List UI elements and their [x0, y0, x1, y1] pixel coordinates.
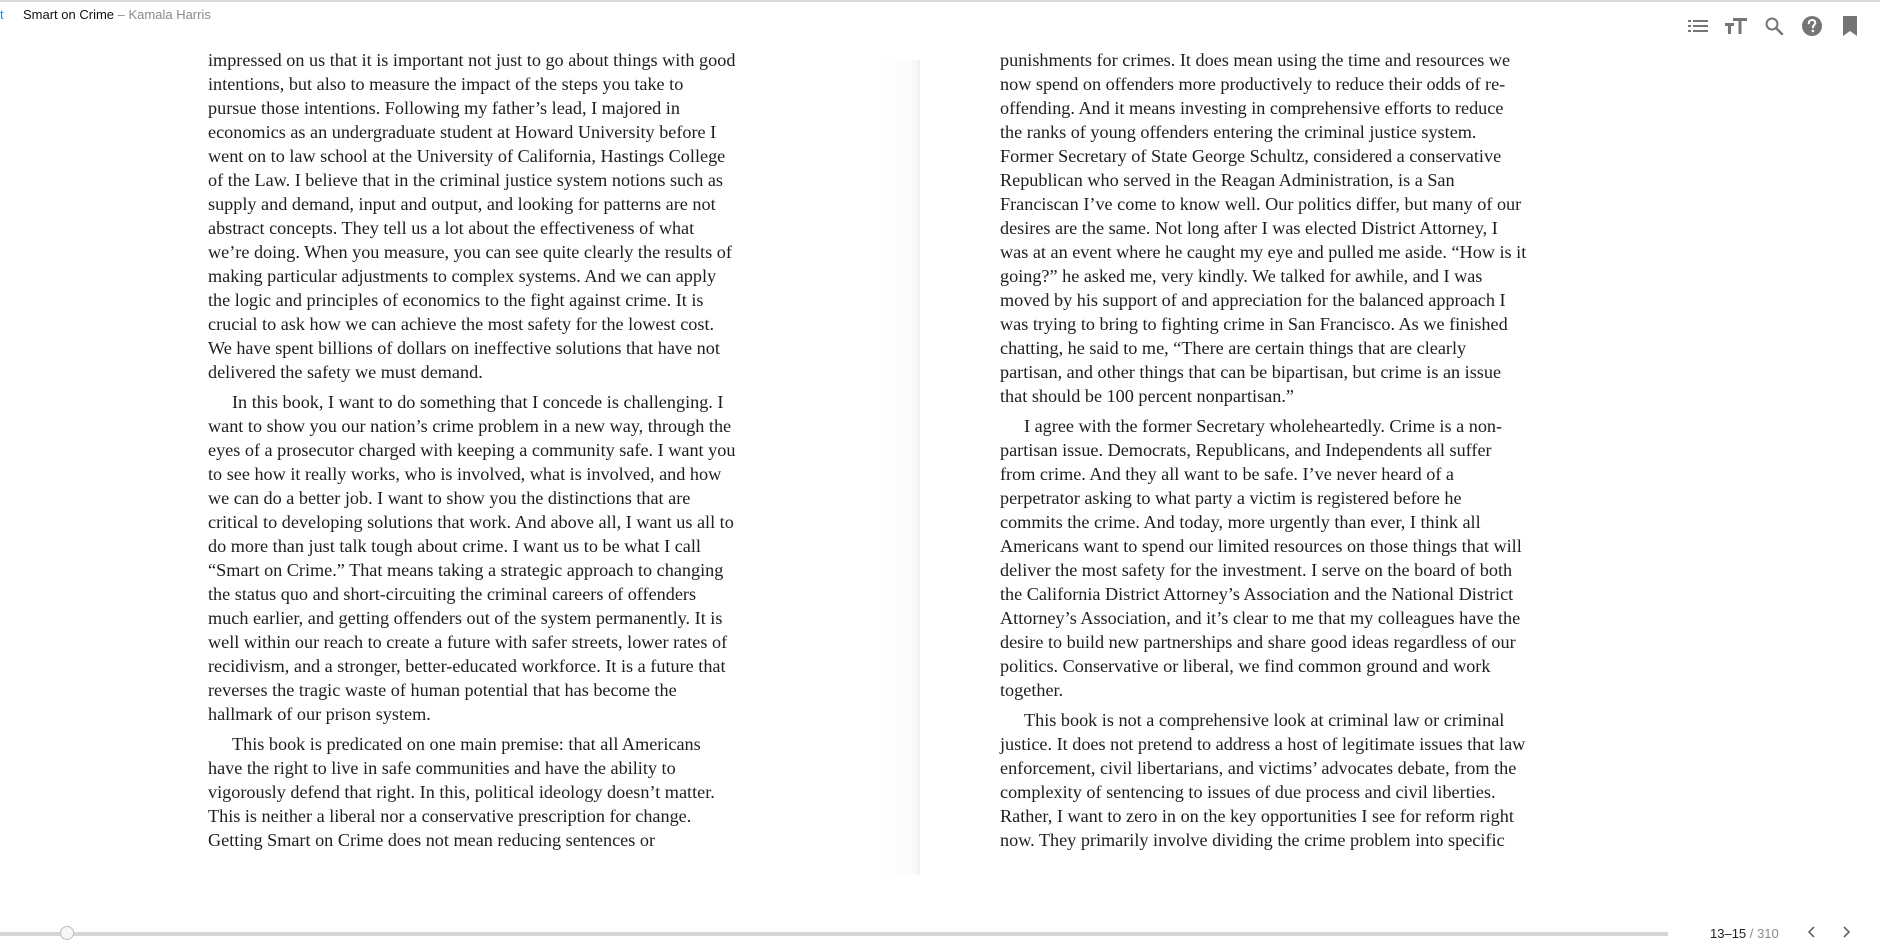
text-line: the ranks of young offenders entering the criminal justice system.: [1000, 122, 1477, 142]
right-page: [1000, 48, 1600, 858]
text-line: perpetrator asking to what party a victim is registered before he: [1000, 488, 1462, 508]
text-line: economics as an undergraduate student at Howard University before I: [208, 122, 717, 142]
text-line: offending. And it means investing in comprehensive efforts to reduce: [1000, 98, 1504, 118]
text-line: to see how it really works, who is involved, what is involved, and how: [208, 464, 722, 484]
text-line: have the right to live in safe communities and have the ability to: [208, 758, 676, 778]
text-line: We have spent billions of dollars on ineffective solutions that have not: [208, 338, 720, 358]
text-line: we’re doing. When you measure, you can see quite clearly the results of: [208, 242, 732, 262]
text-line: crucial to ask how we can achieve the most safety for the lowest cost.: [208, 314, 715, 334]
total-pages: 310: [1757, 926, 1779, 941]
next-page-button[interactable]: [1838, 924, 1854, 940]
text-line: Americans want to spend our limited resources on those things that will: [1000, 536, 1522, 556]
text-line: Attorney’s Association, and it’s clear to me that my colleagues have the: [1000, 608, 1521, 628]
bookmark-button[interactable]: [1838, 14, 1862, 38]
text-line: from crime. And they all want to be safe. I’ve never heard of a: [1000, 464, 1454, 484]
text-line: going?” he asked me, very kindly. We talked for awhile, and I was: [1000, 266, 1483, 286]
text-size-icon: [1725, 17, 1747, 35]
left-page: [208, 48, 808, 858]
text-line: the California District Attorney’s Association and the National District: [1000, 584, 1514, 604]
text-line: much earlier, and getting offenders out of the system permanently. It is: [208, 608, 723, 628]
current-page-range: 13–15: [1710, 926, 1747, 941]
text-line: Rather, I want to zero in on the key opportunities I see for reform right: [1000, 806, 1514, 826]
text-line: commits the crime. And today, more urgently than ever, I think all: [1000, 512, 1481, 532]
text-line: was at an event where he caught my eye and pulled me aside. “How is it: [1000, 242, 1527, 262]
search-icon: [1764, 16, 1784, 36]
text-size-button[interactable]: [1724, 14, 1748, 38]
text-line: the status quo and short-circuiting the criminal careers of offenders: [208, 584, 697, 604]
chevron-left-icon: [1804, 924, 1820, 940]
text-line: This book is not a comprehensive look at criminal law or criminal: [1024, 710, 1505, 730]
paragraph: [1000, 708, 1600, 852]
text-line: well within our reach to create a future with safer streets, lower rates of: [208, 632, 728, 652]
text-line: In this book, I want to do something that I concede is challenging. I: [232, 392, 724, 412]
reading-progress-handle[interactable]: [60, 926, 74, 940]
text-line: Franciscan I’ve come to know well. Our politics differ, but many of our: [1000, 194, 1522, 214]
text-line: the logic and principles of economics to the fight against crime. It is: [208, 290, 704, 310]
text-line: reverses the tragic waste of human potential that has become the: [208, 680, 677, 700]
text-line: This book is predicated on one main premise: that all Americans: [232, 734, 701, 754]
help-button[interactable]: [1800, 14, 1824, 38]
text-line: recidivism, and a stronger, better-educated workforce. It is a future that: [208, 656, 726, 676]
book-spine-shadow: [880, 60, 920, 875]
text-line: Republican who served in the Reagan Administration, is a San: [1000, 170, 1455, 190]
bookmark-icon: [1842, 15, 1858, 37]
text-line: hallmark of our prison system.: [208, 704, 431, 724]
book-title-text: Smart on Crime: [23, 7, 115, 22]
text-line: desires are the same. Not long after I was elected District Attorney, I: [1000, 218, 1498, 238]
book-title: [23, 7, 211, 22]
table-of-contents-button[interactable]: [1686, 14, 1710, 38]
text-line: I agree with the former Secretary wholeheartedly. Crime is a non-: [1024, 416, 1503, 436]
help-icon: [1801, 15, 1823, 37]
back-link[interactable]: t: [0, 7, 4, 22]
paragraph: [1000, 414, 1600, 702]
book-author: Kamala Harris: [128, 7, 211, 22]
text-line: making particular adjustments to complex systems. And we can apply: [208, 266, 717, 286]
text-line: justice. It does not pretend to address a host of legitimate issues that law: [1000, 734, 1526, 754]
text-line: complexity of sentencing to issues of due process and civil liberties.: [1000, 782, 1496, 802]
book-spine-divider: [919, 60, 920, 875]
text-line: impressed on us that it is important not just to go about things with good: [208, 50, 736, 70]
page-separator: /: [1746, 926, 1757, 941]
text-line: critical to developing solutions that work. And above all, I want us all to: [208, 512, 734, 532]
title-separator: –: [114, 7, 129, 22]
text-line: partisan, and other things that can be bipartisan, but crime is an issue: [1000, 362, 1502, 382]
text-line: “Smart on Crime.” That means taking a strategic approach to changing: [208, 560, 724, 580]
page-indicator: [1710, 926, 1779, 941]
text-line: delivered the safety we must demand.: [208, 362, 483, 382]
text-line: deliver the most safety for the investment. I serve on the board of both: [1000, 560, 1513, 580]
text-line: enforcement, civil libertarians, and victims’ advocates debate, from the: [1000, 758, 1517, 778]
text-line: Former Secretary of State George Schultz, considered a conservative: [1000, 146, 1502, 166]
paragraph: [1000, 48, 1600, 408]
text-line: of the Law. I believe that in the criminal justice system notions such as: [208, 170, 724, 190]
search-button[interactable]: [1762, 14, 1786, 38]
text-line: abstract concepts. They tell us a lot about the effectiveness of what: [208, 218, 695, 238]
text-line: that should be 100 percent nonpartisan.”: [1000, 386, 1294, 406]
text-line: punishments for crimes. It does mean using the time and resources we: [1000, 50, 1511, 70]
text-line: went on to law school at the University of California, Hastings College: [208, 146, 726, 166]
text-line: now. They primarily involve dividing the crime problem into specific: [1000, 830, 1505, 850]
text-line: now spend on offenders more productively to reduce their odds of re-: [1000, 74, 1506, 94]
text-line: moved by his support of and appreciation for the balanced approach I: [1000, 290, 1506, 310]
previous-page-button[interactable]: [1804, 924, 1820, 940]
reader-header: [0, 2, 1880, 32]
text-line: eyes of a prosecutor charged with keeping a community safe. I want you: [208, 440, 736, 460]
paragraph: [208, 48, 808, 384]
chevron-right-icon: [1838, 924, 1854, 940]
text-line: do more than just talk tough about crime. I want us to be what I call: [208, 536, 701, 556]
text-line: we can do a better job. I want to show you the distinctions that are: [208, 488, 691, 508]
text-line: desire to build new partnerships and share good ideas regardless of our: [1000, 632, 1516, 652]
text-line: politics. Conservative or liberal, we find common ground and work: [1000, 656, 1491, 676]
table-of-contents-icon: [1688, 19, 1708, 33]
paragraph: [208, 732, 808, 852]
text-line: This is neither a liberal nor a conservative prescription for change.: [208, 806, 692, 826]
text-line: want to show you our nation’s crime problem in a new way, through the: [208, 416, 732, 436]
text-line: chatting, he said to me, “There are certain things that are clearly: [1000, 338, 1467, 358]
text-line: Getting Smart on Crime does not mean reducing sentences or: [208, 830, 655, 850]
text-line: partisan issue. Democrats, Republicans, and Independents all suffer: [1000, 440, 1492, 460]
text-line: together.: [1000, 680, 1064, 700]
reading-progress-slider[interactable]: [0, 932, 1668, 936]
text-line: intentions, but also to measure the impact of the steps you take to: [208, 74, 684, 94]
text-line: was trying to bring to fighting crime in San Francisco. As we finished: [1000, 314, 1508, 334]
paragraph: [208, 390, 808, 726]
text-line: supply and demand, input and output, and looking for patterns are not: [208, 194, 716, 214]
text-line: vigorously defend that right. In this, political ideology doesn’t matter.: [208, 782, 715, 802]
text-line: pursue those intentions. Following my father’s lead, I majored in: [208, 98, 680, 118]
reader-toolbar: [1686, 12, 1862, 40]
